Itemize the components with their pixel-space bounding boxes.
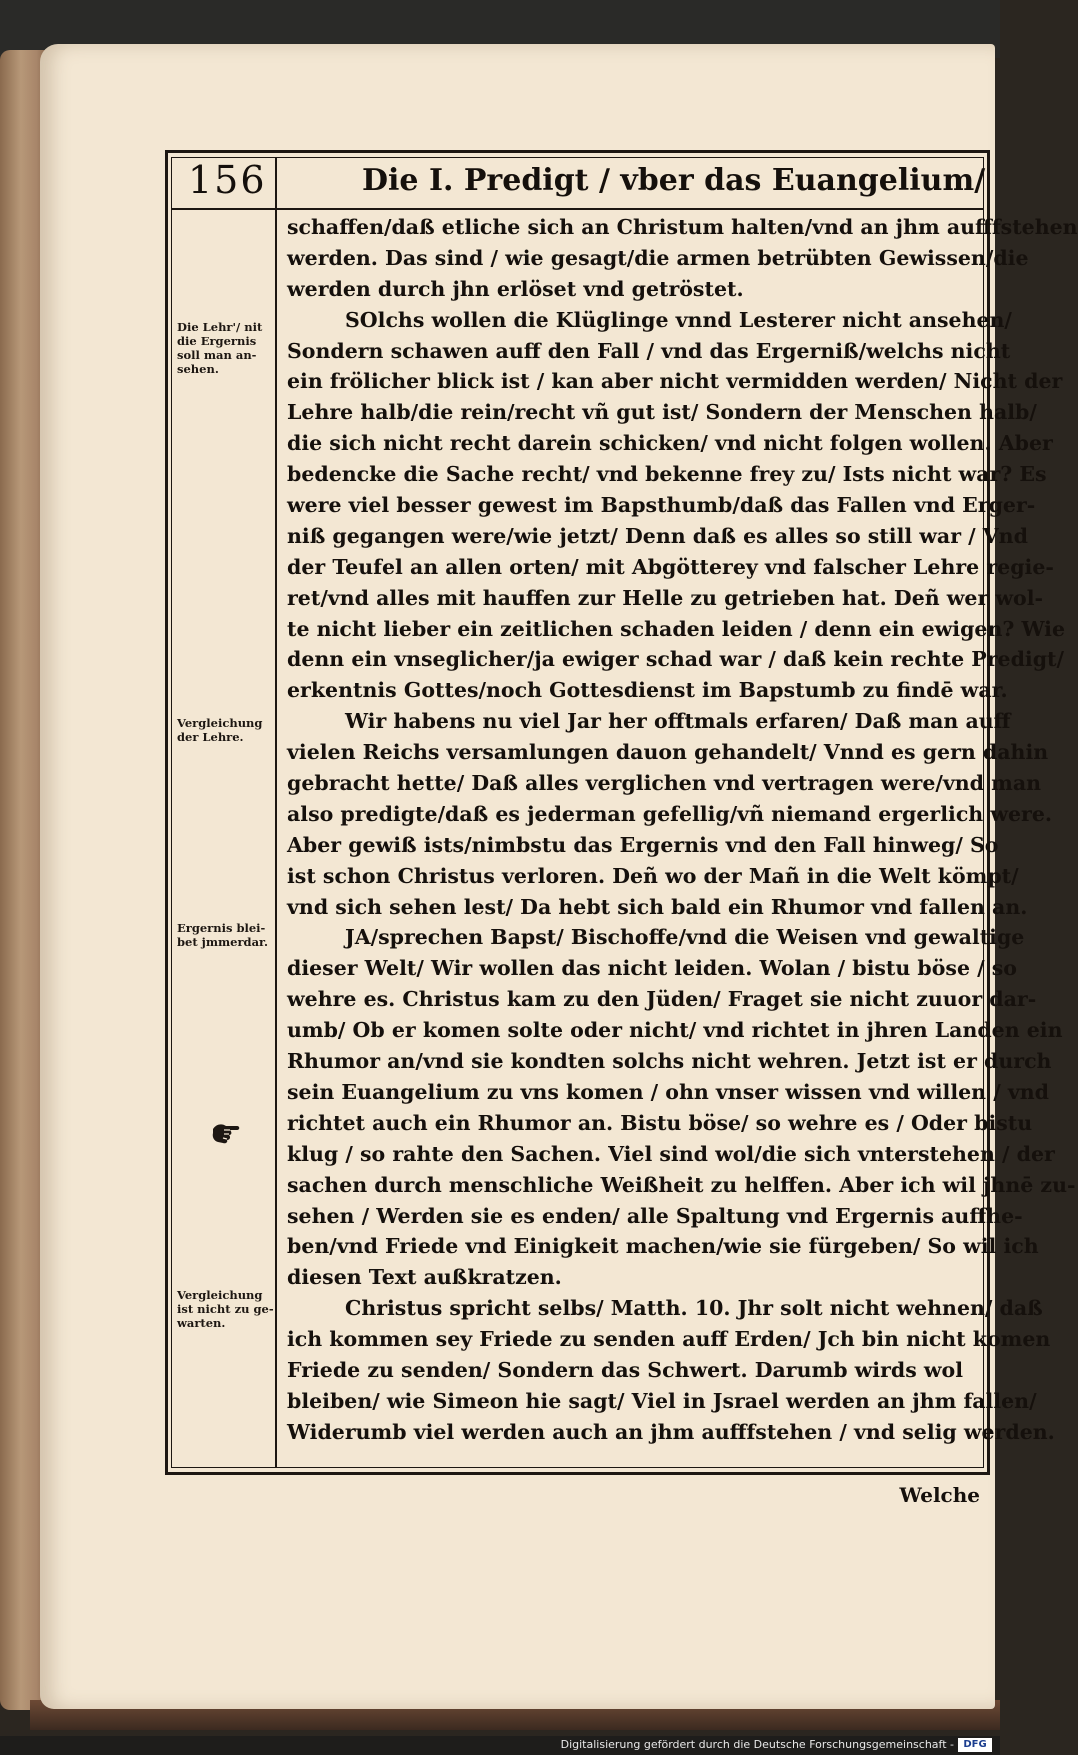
text-line: also predigte/daß es jederman gefellig/vñ niemand ergerlich were. [287,801,1053,826]
text-line: sein Euangelium zu vns komen / ohn vnser wissen vnd willen / vnd [287,1079,1049,1104]
text-line: bleiben/ wie Simeon hie sagt/ Viel in Jsrael werden an jhm fallen/ [287,1388,1037,1413]
text-line: Rhumor an/vnd sie kondten solchs nicht wehren. Jetzt ist er durch [287,1049,1052,1074]
text-line: Aber gewiß ists/nimbstu das Ergernis vnd den Fall hinweg/ So [287,832,999,857]
catchword: Welche [899,1483,980,1507]
margin-note: Vergleichung ist nicht zu ge- warten. [177,1288,274,1330]
digitization-credit: Digitalisierung gefördert durch die Deutsche Forschungsgemeinschaft - [560,1738,954,1751]
text-line: SOlchs wollen die Klüglinge vnnd Lesterer nicht ansehen/ [345,307,1012,332]
text-line: richtet auch ein Rhumor an. Bistu böse/ so wehre es / Oder bistu [287,1110,1033,1135]
text-line: werden durch jhn erlöset vnd getröstet. [287,276,744,301]
text-line: werden. Das sind / wie gesagt/die armen betrübten Gewissen/die [287,245,1029,270]
text-line: die sich nicht recht darein schicken/ vnd nicht folgen wollen. Aber [287,431,1053,456]
text-line: Widerumb viel werden auch an jhm aufffstehen / vnd selig werden. [287,1419,1055,1444]
text-line: niß gegangen were/wie jetzt/ Denn daß es alles so still war / Vnd [287,523,1028,548]
text-line: ben/vnd Friede vnd Einigkeit machen/wie sie fürgeben/ So wil ich [287,1234,1039,1259]
text-line: te nicht lieber ein zeitlichen schaden leiden / denn ein ewigen? Wie [287,616,1066,641]
margin-note: Ergernis blei- bet jmmerdar. [177,921,269,949]
text-line: Sondern schawen auff den Fall / vnd das Ergerniß/welchs nicht [287,338,1011,363]
text-line: Christus spricht selbs/ Matth. 10. Jhr solt nicht wehnen/ daß [345,1296,1043,1321]
text-line: schaffen/daß etliche sich an Christum halten/vnd an jhm aufffstehen [287,215,1078,239]
text-line: Friede zu senden/ Sondern das Schwert. Darumb wirds wol [287,1357,964,1382]
text-line: ist schon Christus verloren. Deñ wo der Mañ in die Welt kömpt/ [287,863,1019,888]
page-number: 156 [188,158,267,202]
text-line: diesen Text außkratzen. [287,1265,562,1290]
text-line: wehre es. Christus kam zu den Jüden/ Fraget sie nicht zuuor dar- [287,987,1037,1012]
main-text [287,212,1078,1448]
text-line: ich kommen sey Friede zu senden auff Erden/ Jch bin nicht komen [287,1327,1051,1352]
margin-note: Vergleichung der Lehre. [177,716,263,744]
text-line: vielen Reichs versamlungen dauon gehandelt/ Vnnd es gern dahin [287,740,1049,765]
text-line: bedencke die Sache recht/ vnd bekenne frey zu/ Ists nicht war? Es [287,462,1047,487]
pointing-hand-icon [210,1120,242,1146]
text-line: gebracht hette/ Daß alles verglichen vnd vertragen were/vnd man [287,771,1042,796]
text-line: umb/ Ob er komen solte oder nicht/ vnd richtet in jhren Landen ein [287,1018,1063,1043]
margin-note: Die Lehr'/ nit die Ergernis soll man an- sehen. [177,320,263,376]
running-head: Die I. Predigt / vber das Euangelium/ [362,163,986,198]
dfg-logo: DFG [958,1738,992,1752]
text-line: erkentnis Gottes/noch Gottesdienst im Bapstumb zu findē war. [287,678,1008,703]
text-line: der Teufel an allen orten/ mit Abgötterey vnd falscher Lehre regie- [287,554,1054,579]
text-line: ein frölicher blick ist / kan aber nicht vermidden werden/ Nicht der [287,369,1063,394]
text-line: klug / so rahte den Sachen. Viel sind wol/die sich vnterstehen / der [287,1141,1055,1166]
text-line: dieser Welt/ Wir wollen das nicht leiden. Wolan / bistu böse / so [287,956,1017,981]
header-rule [171,208,984,210]
text-line: were viel besser gewest im Bapsthumb/daß das Fallen vnd Erger- [287,493,1036,518]
text-line: JA/sprechen Bapst/ Bischoffe/vnd die Weisen vnd gewaltige [345,925,1025,950]
text-line: sehen / Werden sie es enden/ alle Spaltung vnd Ergernis auffhe- [287,1203,1023,1228]
text-line: Lehre halb/die rein/recht vñ gut ist/ Sondern der Menschen halb/ [287,400,1037,425]
text-line: denn ein vnseglicher/ja ewiger schad war / daß kein rechte Predigt/ [287,647,1064,672]
text-line: Wir habens nu viel Jar her offtmals erfaren/ Daß man auff [345,709,1011,734]
text-line: sachen durch menschliche Weißheit zu helffen. Aber ich wil jhnē zu- [287,1172,1076,1197]
text-line: vnd sich sehen lest/ Da hebt sich bald ein Rhumor vnd fallen an. [287,894,1028,919]
text-line: ret/vnd alles mit hauffen zur Helle zu getrieben hat. Deñ wer wol- [287,585,1044,610]
